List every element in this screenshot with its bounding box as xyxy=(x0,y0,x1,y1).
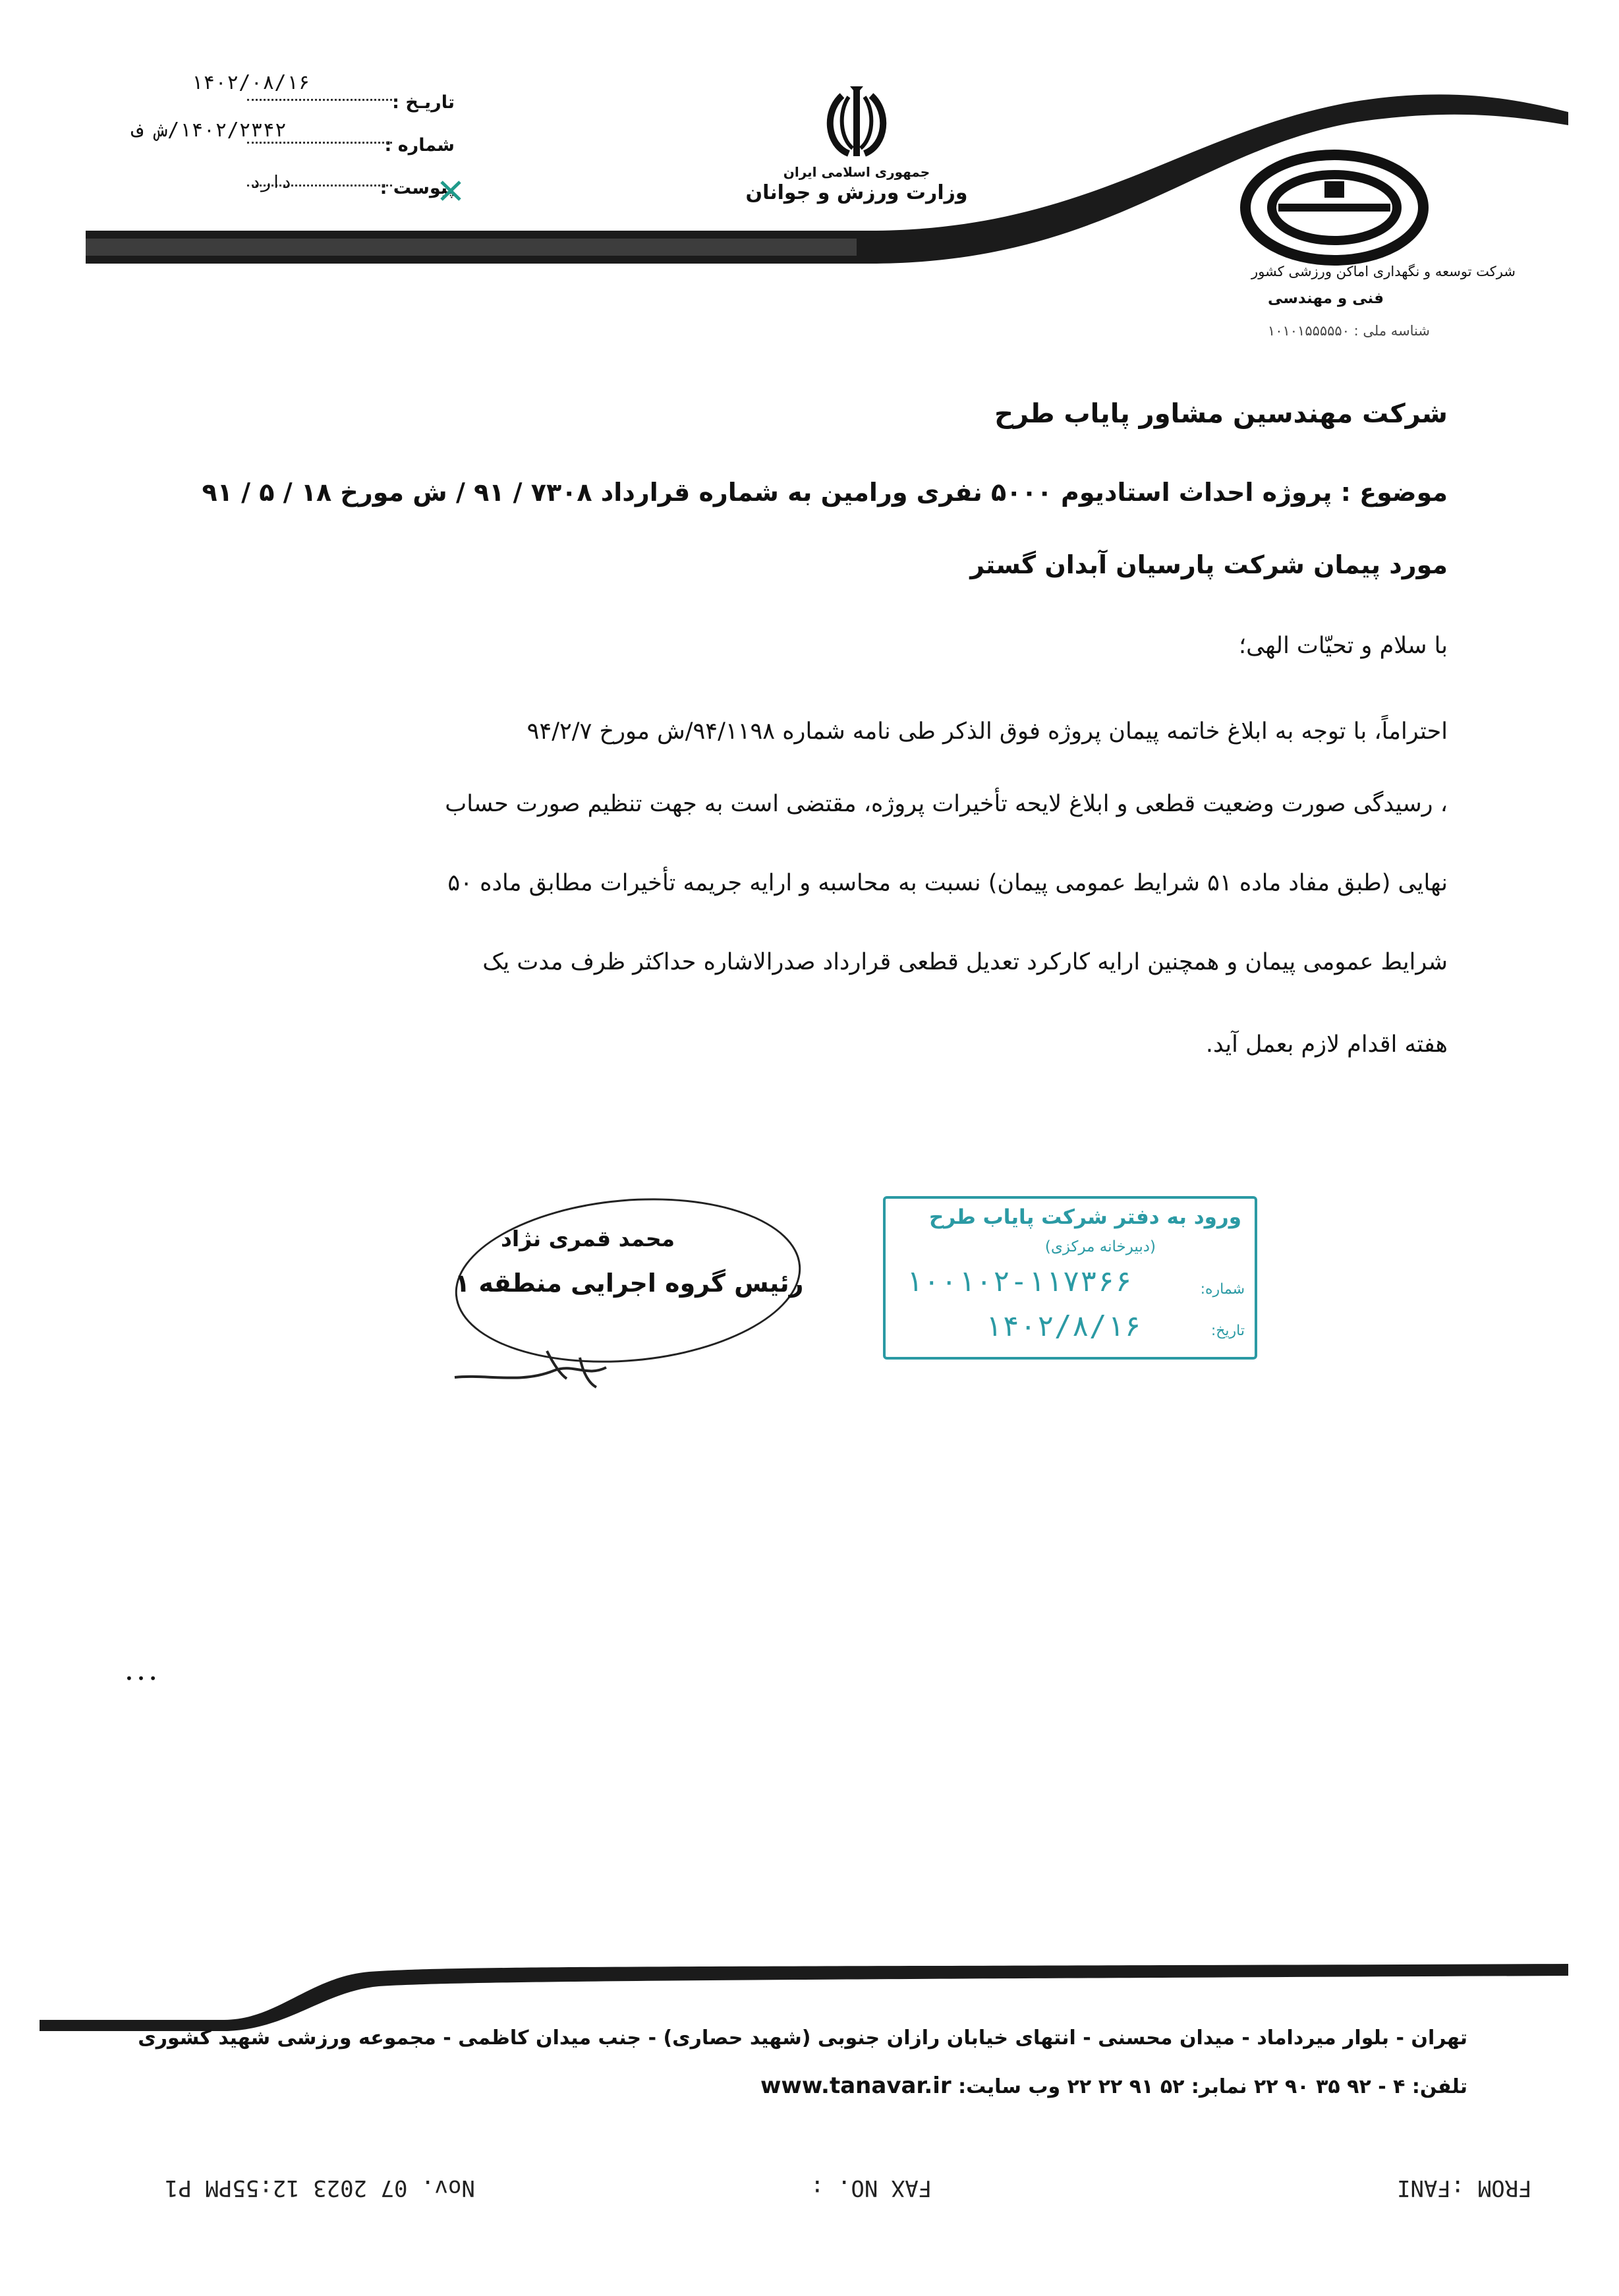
body-line: شرایط عمومی پیمان و همچنین ارایه کارکرد تعدیل قطعی قرارداد صدرالاشاره حداکثر ظرف مدت یک xyxy=(482,949,1448,975)
footer-phone: تلفن: ۴ - ۹۲ ۳۵ ۹۰ ۲۲ نمابر: ۵۲ ۹۱ ۲۲ ۲۲ وب سایت: xyxy=(958,2075,1467,2098)
body-line: نهایی (طبق مفاد ماده ۵۱ شرایط عمومی پیمان) نسبت به محاسبه و ارایه جریمه تأخیرات مطابق ماده ۵۰ xyxy=(447,870,1448,896)
company-department: فنی و مهندسی xyxy=(1267,290,1384,307)
footer-address: تهران - بلوار میرداماد - میدان محسنی - انتهای خیابان رازان جنوبی (شهید حصاری) - جنب میدان کاظمی - مجموعه ورزشی شهید کشوری xyxy=(138,2026,1467,2050)
fax-number: FAX NO. : xyxy=(810,2175,932,2201)
incoming-stamp xyxy=(883,1196,1257,1360)
stamp-title: ورود به دفتر شرکت پایاب طرح xyxy=(929,1205,1241,1229)
company-block xyxy=(1120,148,1516,359)
number-label: شماره : xyxy=(384,135,455,156)
signatory-name: محمد قمری نژاد xyxy=(501,1226,675,1251)
fax-timestamp: Nov. 07 2023 12:55PM P1 xyxy=(165,2175,475,2201)
attachment-value: دارد xyxy=(250,173,292,192)
company-national-id: شناسه ملی : ۱۰۱۰۱۵۵۵۵۵۰ xyxy=(1267,323,1430,339)
signatory-title: رئیس گروه اجرایی منطقه ۱ xyxy=(455,1269,804,1298)
date-value: ۱۴۰۲/۰۸/۱۶ xyxy=(191,71,310,94)
ministry-subtitle: جمهوری اسلامی ایران xyxy=(783,164,930,180)
ministry-name: وزارت ورزش و جوانان xyxy=(745,181,968,204)
company-name: شرکت توسعه و نگهداری اماکن ورزشی کشور xyxy=(1251,264,1516,279)
fax-from: FROM :FANI xyxy=(1397,2175,1532,2201)
footer-website: www.tanavar.ir xyxy=(760,2073,952,2099)
attachment-label: پیوست : xyxy=(380,178,455,198)
addressee: شرکت مهندسین مشاور پایاب طرح xyxy=(994,399,1448,429)
greeting: با سلام و تحیّات الهی؛ xyxy=(1238,633,1448,659)
dots-mark: • • • xyxy=(125,1671,157,1686)
footer-contact xyxy=(760,2073,1467,2099)
stamp-number-value: ۱۰۰۱۰۲-۱۱۷۳۶۶ xyxy=(905,1265,1133,1298)
stamp-number-label: شماره: xyxy=(1200,1281,1245,1298)
subject-line-1: موضوع : پروژه احداث استادیوم ۵۰۰۰ نفری ورامین به شماره قرارداد ۷۳۰۸ / ۹۱ / ش مورخ ۱۸ / ۵ / ۹۱ xyxy=(202,478,1448,507)
body-line: هفته اقدام لازم بعمل آید. xyxy=(1205,1031,1448,1058)
subject-line-2: مورد پیمان شرکت پارسیان آبدان گستر xyxy=(970,550,1448,579)
body-line: ، رسیدگی صورت وضعیت قطعی و ابلاغ لایحه تأخیرات پروژه، مقتضی است به جهت تنظیم صورت حساب xyxy=(445,791,1448,817)
stamp-subtitle: (دبیرخانه مرکزی) xyxy=(1044,1238,1156,1255)
date-label: تاریـخ : xyxy=(392,92,455,113)
number-value: ۱۴۰۲/۲۳۴۲/ش ف xyxy=(132,119,287,142)
stamp-date-label: تاریخ: xyxy=(1210,1323,1245,1339)
handwritten-signature xyxy=(448,1338,646,1397)
stamp-date-value: ۱۴۰۲/۸/۱۶ xyxy=(984,1309,1142,1343)
body-line: احتراماً، با توجه به ابلاغ خاتمه پیمان پروژه فوق الذکر طی نامه شماره ۹۴/۱۱۹۸/ش مورخ ۹۴/۲/۷ xyxy=(526,718,1448,745)
